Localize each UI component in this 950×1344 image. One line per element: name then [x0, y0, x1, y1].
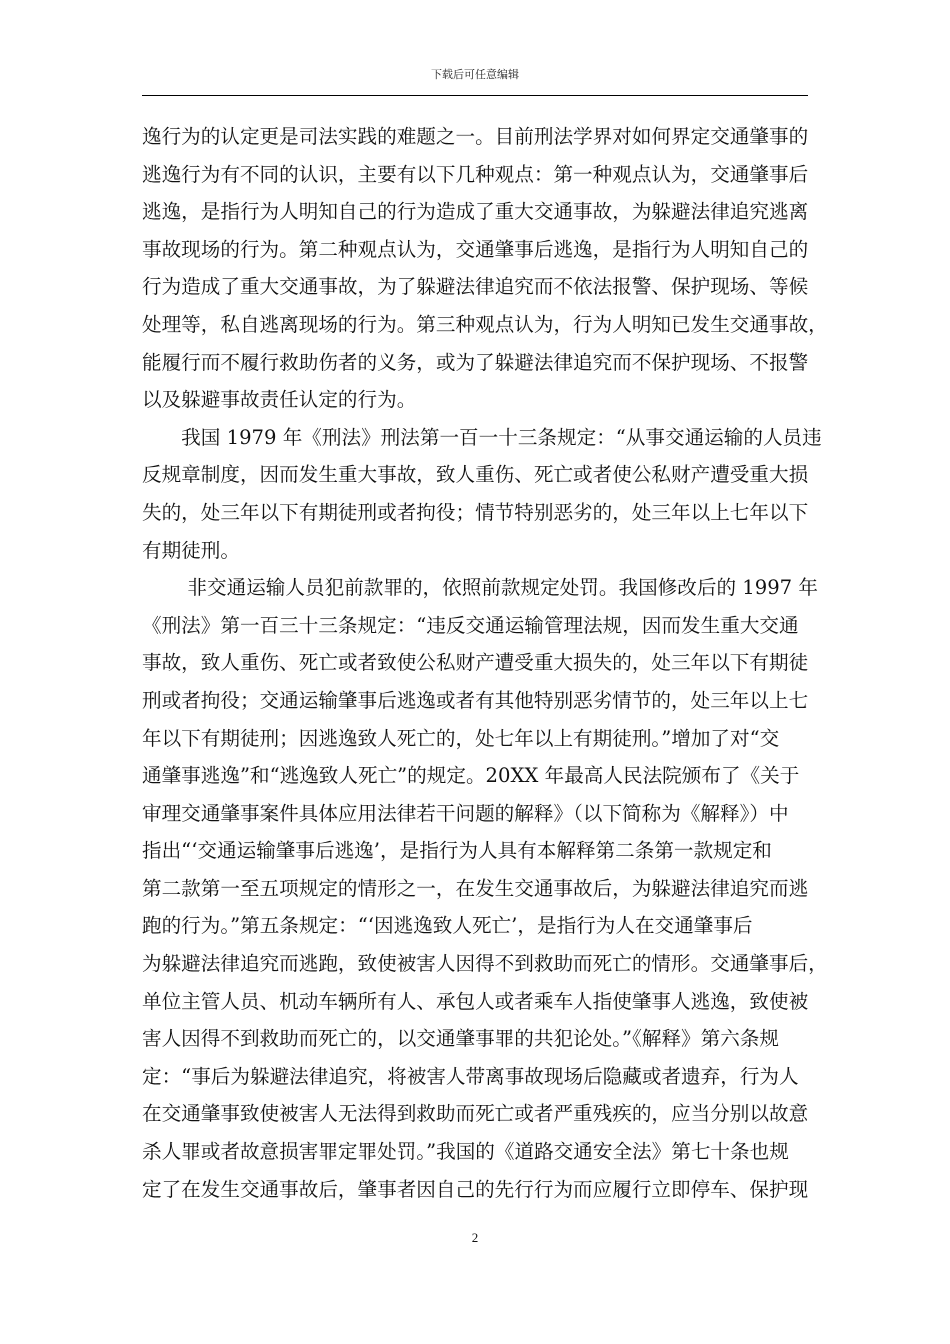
- text-line: 行为造成了重大交通事故，为了躲避法律追究而不依法报警、保护现场、等候: [142, 275, 809, 299]
- text-line: 指出“‘交通运输肇事后逃逸’，是指行为人具有本解释第二条第一款规定和: [142, 839, 772, 863]
- text-line: 我国 1979 年《刑法》刑法第一百一十三条规定：“从事交通运输的人员违: [142, 425, 822, 449]
- text-line: 有期徒刑。: [142, 538, 240, 562]
- text-line: 逃逸，是指行为人明知自己的行为造成了重大交通事故，为躲避法律追究逃离: [142, 200, 809, 224]
- text-line: 定：“事后为躲避法律追究，将被害人带离事故现场后隐藏或者遗弃，行为人: [142, 1064, 799, 1088]
- text-line: 以及躲避事故责任认定的行为。: [142, 388, 417, 412]
- text-line: 跑的行为。”第五条规定：“‘因逃逸致人死亡’，是指行为人在交通肇事后: [142, 914, 753, 938]
- text-line: 能履行而不履行救助伤者的义务，或为了躲避法律追究而不保护现场、不报警: [142, 350, 809, 374]
- text-line: 《刑法》第一百三十三条规定：“违反交通运输管理法规，因而发生重大交通: [142, 613, 799, 637]
- text-line: 事故现场的行为。第二种观点认为，交通肇事后逃逸，是指行为人明知自己的: [142, 237, 809, 261]
- page-number: 2: [471, 1230, 479, 1245]
- text-line: 通肇事逃逸”和“逃逸致人死亡”的规定。20XX 年最高人民法院颁布了《关于: [142, 764, 800, 788]
- body-text: [142, 118, 828, 1208]
- text-line: 害人因得不到救助而死亡的，以交通肇事罪的共犯论处。”《解释》第六条规: [142, 1027, 780, 1051]
- text-line: 逸行为的认定更是司法实践的难题之一。目前刑法学界对如何界定交通肇事的: [142, 125, 809, 148]
- page-header: 下载后可任意编辑: [431, 68, 519, 81]
- text-line: 反规章制度，因而发生重大事故，致人重伤、死亡或者使公私财产遭受重大损: [142, 463, 809, 487]
- header-divider: [142, 95, 808, 96]
- text-line: 审理交通肇事案件具体应用法律若干问题的解释》（以下简称为《解释》）中: [142, 801, 789, 825]
- text-line: 处理等，私自逃离现场的行为。第三种观点认为，行为人明知已发生交通事故，: [142, 312, 828, 336]
- text-line: 第二款第一至五项规定的情形之一，在发生交通事故后，为躲避法律追究而逃: [142, 876, 809, 900]
- text-line: 年以下有期徒刑；因逃逸致人死亡的，处七年以上有期徒刑。”增加了对“交: [142, 726, 780, 750]
- text-line: 为躲避法律追究而逃跑，致使被害人因得不到救助而死亡的情形。交通肇事后，: [142, 952, 828, 976]
- text-line: 失的，处三年以下有期徒刑或者拘役；情节特别恶劣的，处三年以上七年以下: [142, 500, 809, 524]
- text-line: 杀人罪或者故意损害罪定罪处罚。”我国的《道路交通安全法》第七十条也规: [142, 1140, 789, 1164]
- text-line: 单位主管人员、机动车辆所有人、承包人或者乘车人指使肇事人逃逸，致使被: [142, 989, 809, 1013]
- text-line: 非交通运输人员犯前款罪的，依照前款规定处罚。我国修改后的 1997 年: [142, 576, 818, 600]
- text-line: 在交通肇事致使被害人无法得到救助而死亡或者严重残疾的，应当分别以故意: [142, 1102, 809, 1126]
- text-line: 事故，致人重伤、死亡或者致使公私财产遭受重大损失的，处三年以下有期徒: [142, 651, 809, 675]
- text-line: 刑或者拘役；交通运输肇事后逃逸或者有其他特别恶劣情节的，处三年以上七: [142, 688, 809, 712]
- text-line: 逃逸行为有不同的认识，主要有以下几种观点：第一种观点认为，交通肇事后: [142, 162, 809, 186]
- text-line: 定了在发生交通事故后，肇事者因自己的先行行为而应履行立即停车、保护现: [142, 1177, 809, 1201]
